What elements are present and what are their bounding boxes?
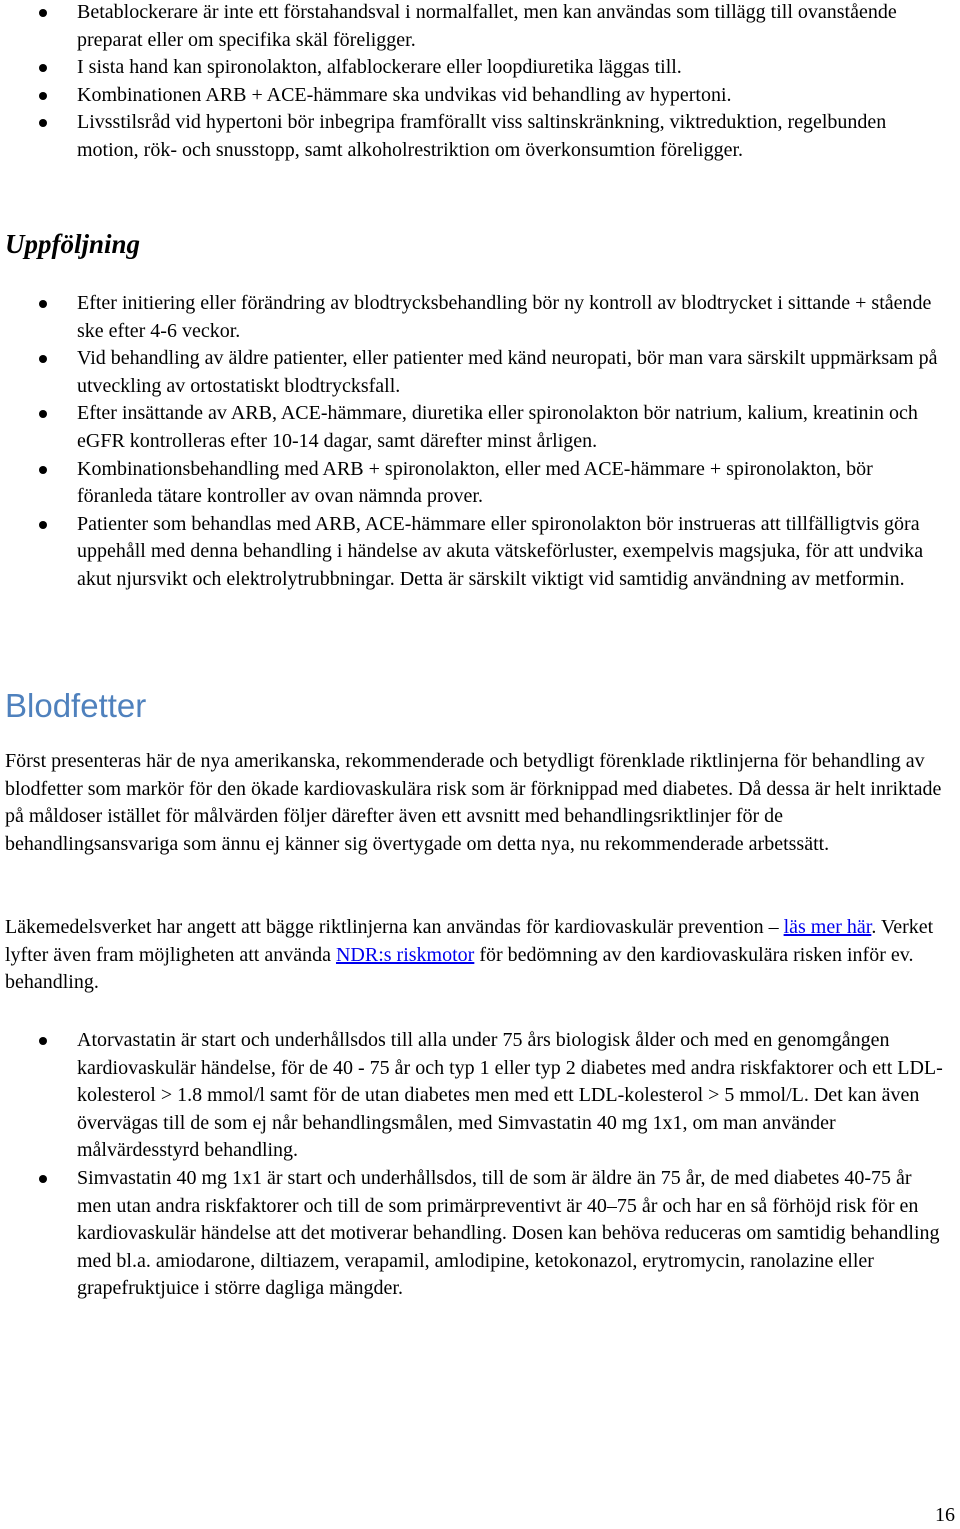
ndr-riskmotor-link[interactable]: NDR:s riskmotor	[335, 943, 475, 966]
list-item: Livsstilsråd vid hypertoni bör inbegripa framförallt viss saltinskränkning, viktreduktion, regelbunden motion, rök- och snusstopp, samt alkoholrestriktion om överkonsumtion föreligger.	[0, 109, 950, 164]
bullet-icon	[39, 119, 47, 127]
read-more-link[interactable]: läs mer här	[783, 916, 872, 938]
page-number: 16	[935, 1504, 955, 1526]
hypertension-advice-list	[0, 0, 950, 165]
bullet-icon	[39, 64, 47, 72]
bullet-icon	[39, 355, 47, 363]
list-item: Betablockerare är inte ett förstahandsval i normalfallet, men kan användas som tillägg till ovanstående preparat eller om specifika skäl föreligger.	[0, 0, 950, 54]
list-item: Efter initiering eller förändring av blodtrycksbehandling bör ny kontroll av blodtrycket i sittande + stående ske efter 4-6 veckor.	[0, 290, 950, 345]
bullet-icon	[39, 466, 47, 474]
list-item: Atorvastatin är start och underhållsdos till alla under 75 års biologisk ålder och med en genomgången kardiovaskulär händelse, för de 40 - 75 år och typ 1 eller typ 2 diabetes med andra riskfaktorer och ett LDL-kolesterol > 1.8 mmol/l samt för de utan diabetes men med ett LDL-kolesterol > 5 mmol/L. Det kan även övervägas till de som ej når behandlingsmålen, med Simvastatin 40 mg 1x1, om man använder målvärdesstyrd behandling.	[0, 1027, 950, 1165]
list-item: Patienter som behandlas med ARB, ACE-hämmare eller spironolakton bör instrueras att tillfälligtvis göra uppehåll med denna behandling i händelse av akuta vätskeförluster, exempelvis magsjuka, för att undvika akut njursvikt och elektrolytrubbningar. Detta är särskilt viktigt vid samtidig användning av metformin.	[0, 511, 950, 594]
prevention-paragraph: Läkemedelsverket har angett att bägge riktlinjerna kan användas för kardiovaskulär prevention – läs mer här. Verket lyfter även fram möjligheten att använda NDR:s riskmotor för bedömning av den kardiovaskulära risken inför ev. behandling.	[5, 916, 934, 994]
bullet-icon	[39, 410, 47, 418]
list-item: Kombinationsbehandling med ARB + spironolakton, eller med ACE-hämmare + spironolakton, bör föranleda tätare kontroller av ovan nämnda prover.	[0, 456, 950, 511]
list-item: Kombinationen ARB + ACE-hämmare ska undvikas vid behandling av hypertoni.	[0, 82, 950, 110]
section-heading-blodfetter: Blodfetter	[5, 687, 147, 724]
section-heading-uppfoljning: Uppföljning	[5, 229, 141, 259]
bullet-icon	[39, 521, 47, 529]
bullet-icon	[39, 1037, 47, 1045]
followup-list	[0, 290, 950, 594]
list-item: Simvastatin 40 mg 1x1 är start och underhållsdos, till de som är äldre än 75 år, de med diabetes 40-75 år men utan andra riskfaktorer och till de som primärpreventivt är 40–75 år och har en så förhöjd risk för en kardiovaskulär händelse att det motiverar behandling. Dosen kan behöva reduceras om samtidig behandling med bl.a. amiodarone, diltiazem, verapamil, amlodipine, ketokonazol, erytromycin, ranolazine eller grapefruktjuice i större dagliga mängder.	[0, 1165, 950, 1303]
list-item: I sista hand kan spironolakton, alfablockerare eller loopdiuretika läggas till.	[0, 54, 950, 82]
list-item: Efter insättande av ARB, ACE-hämmare, diuretika eller spironolakton bör natrium, kalium, kreatinin och eGFR kontrolleras efter 10-14 dagar, samt därefter minst årligen.	[0, 400, 950, 455]
bullet-icon	[39, 9, 47, 17]
statin-list	[0, 1027, 950, 1303]
bullet-icon	[39, 92, 47, 100]
bullet-icon	[39, 1175, 47, 1183]
blodfetter-intro-paragraph: Först presenteras här de nya amerikanska, rekommenderade och betydligt förenklade riktlinjerna för behandling av blodfetter som markör för den ökade kardiovaskulära risk som är förknippad med diabetes. Då dessa är helt inriktade på måldoser istället för målvärden följer därefter även ett avsnitt med behandlingsriktlinjer för de behandlingsansvariga som ännu ej känner sig övertygade om detta nya, nu rekommenderade arbetssätt.	[5, 750, 942, 855]
list-item: Vid behandling av äldre patienter, eller patienter med känd neuropati, bör man vara särskilt uppmärksam på utveckling av ortostatiskt blodtrycksfall.	[0, 345, 950, 400]
bullet-icon	[39, 300, 47, 308]
